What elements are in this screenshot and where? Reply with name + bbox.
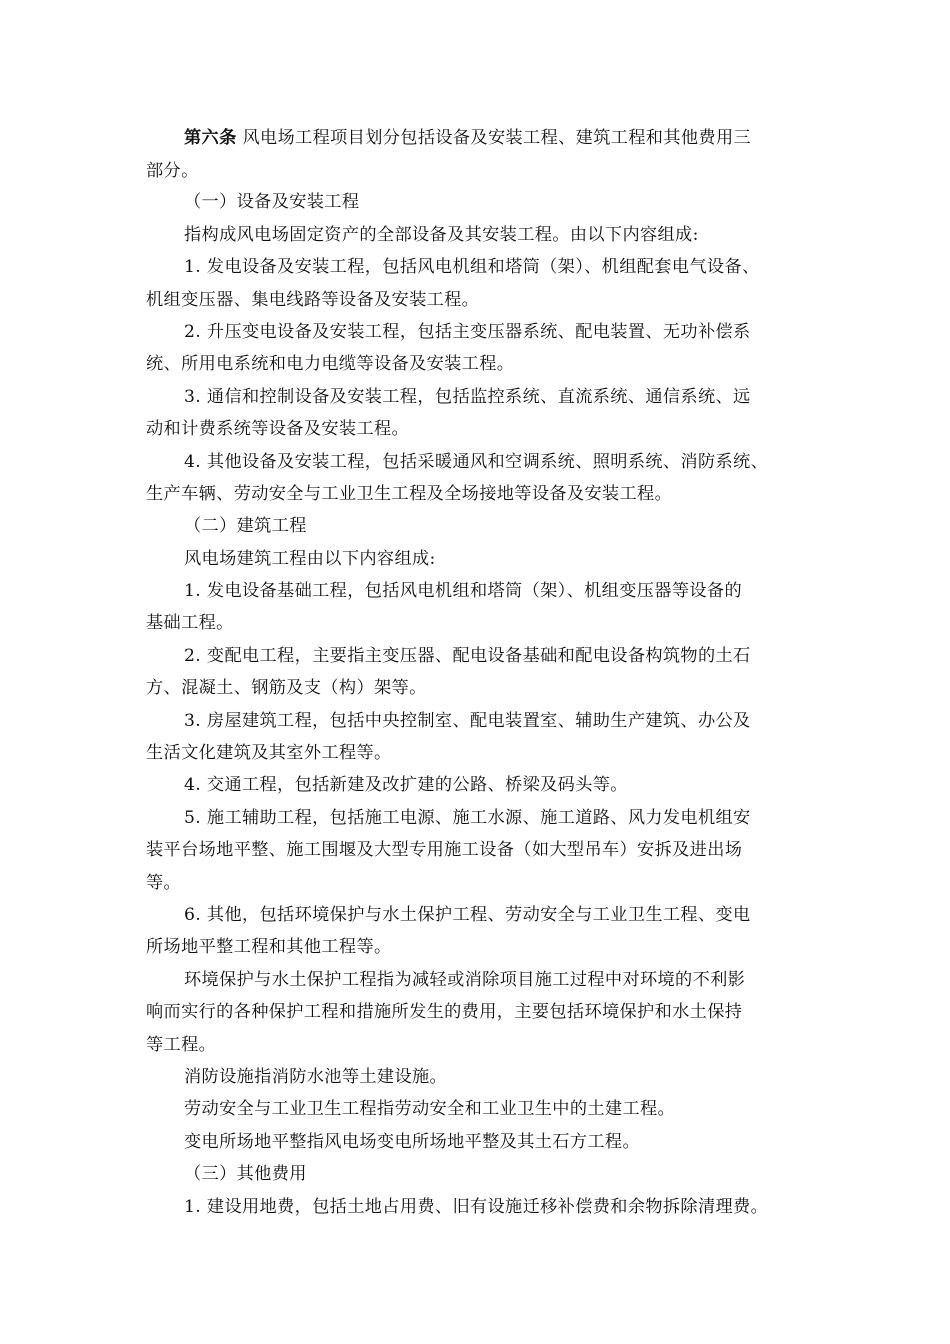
section-1-title: （一）设备及安装工程: [184, 192, 360, 212]
s1-item-2-line-1: 2. 升压变电设备及安装工程，包括主变压器系统、配电装置、无功补偿系: [184, 322, 751, 342]
s1-item-3-line-1: 3. 通信和控制设备及安装工程，包括监控系统、直流系统、通信系统、远: [184, 387, 751, 407]
s2-item-1-line-1: 1. 发电设备基础工程，包括风电机组和塔筒（架）、机组变压器等设备的: [184, 581, 742, 601]
s2-item-5-line-3: 等。: [146, 873, 182, 893]
section-1-intro: 指构成风电场固定资产的全部设备及其安装工程。由以下内容组成:: [184, 225, 699, 245]
s1-item-4-line-1: 4. 其他设备及安装工程，包括采暖通风和空调系统、照明系统、消防系统、: [184, 452, 769, 472]
fire-facility-paragraph: 消防设施指消防水池等土建设施。: [184, 1067, 448, 1087]
labor-safety-paragraph: 劳动安全与工业卫生工程指劳动安全和工业卫生中的土建工程。: [184, 1099, 676, 1119]
s1-item-2-line-2: 统、所用电系统和电力电缆等设备及安装工程。: [146, 354, 515, 374]
article-first-line: [184, 123, 826, 153]
env-paragraph-line-2: 响而实行的各种保护工程和措施所发生的费用，主要包括环境保护和水土保持: [146, 1002, 743, 1022]
s2-item-3-line-2: 生活文化建筑及其室外工程等。: [146, 743, 392, 763]
s1-item-1-line-2: 机组变压器、集电线路等设备及安装工程。: [146, 290, 480, 310]
section-2-title: （二）建筑工程: [184, 516, 307, 536]
article-heading: 第六条: [184, 128, 237, 148]
s1-item-4-line-2: 生产车辆、劳动安全与工业卫生工程及全场接地等设备及安装工程。: [146, 484, 673, 504]
section-2-intro: 风电场建筑工程由以下内容组成:: [184, 549, 436, 569]
s2-item-3-line-1: 3. 房屋建筑工程，包括中央控制室、配电装置室、辅助生产建筑、办公及: [184, 711, 751, 731]
env-paragraph-line-1: 环境保护与水土保护工程指为减轻或消除项目施工过程中对环境的不利影: [184, 970, 746, 990]
s2-item-2-line-1: 2. 变配电工程，主要指主变压器、配电设备基础和配电设备构筑物的土石: [184, 646, 751, 666]
section-3-title: （三）其他费用: [184, 1164, 307, 1184]
s1-item-3-line-2: 动和计费系统等设备及安装工程。: [146, 419, 410, 439]
s1-item-1-line-1: 1. 发电设备及安装工程，包括风电机组和塔筒（架）、机组配套电气设备、: [184, 257, 760, 277]
s2-item-6-line-1: 6. 其他，包括环境保护与水土保护工程、劳动安全与工业卫生工程、变电: [184, 905, 751, 925]
s3-item-1-line-1: 1. 建设用地费，包括土地占用费、旧有设施迁移补偿费和余物拆除清理费。: [184, 1197, 769, 1217]
s2-item-1-line-2: 基础工程。: [146, 613, 234, 633]
s2-item-6-line-2: 所场地平整工程和其他工程等。: [146, 937, 392, 957]
s2-item-5-line-1: 5. 施工辅助工程，包括施工电源、施工水源、施工道路、风力发电机组安: [184, 808, 751, 828]
article-second-line: 部分。: [146, 161, 199, 181]
env-paragraph-line-3: 等工程。: [146, 1035, 217, 1055]
s2-item-4-line-1: 4. 交通工程，包括新建及改扩建的公路、桥梁及码头等。: [184, 775, 628, 795]
article-text: 风电场工程项目划分包括设备及安装工程、建筑工程和其他费用三: [236, 128, 752, 148]
s2-item-2-line-2: 方、混凝土、钢筋及支（构）架等。: [146, 678, 427, 698]
s2-item-5-line-2: 装平台场地平整、施工围堰及大型专用施工设备（如大型吊车）安拆及进出场: [146, 840, 743, 860]
substation-paragraph: 变电所场地平整指风电场变电所场地平整及其土石方工程。: [184, 1132, 640, 1152]
